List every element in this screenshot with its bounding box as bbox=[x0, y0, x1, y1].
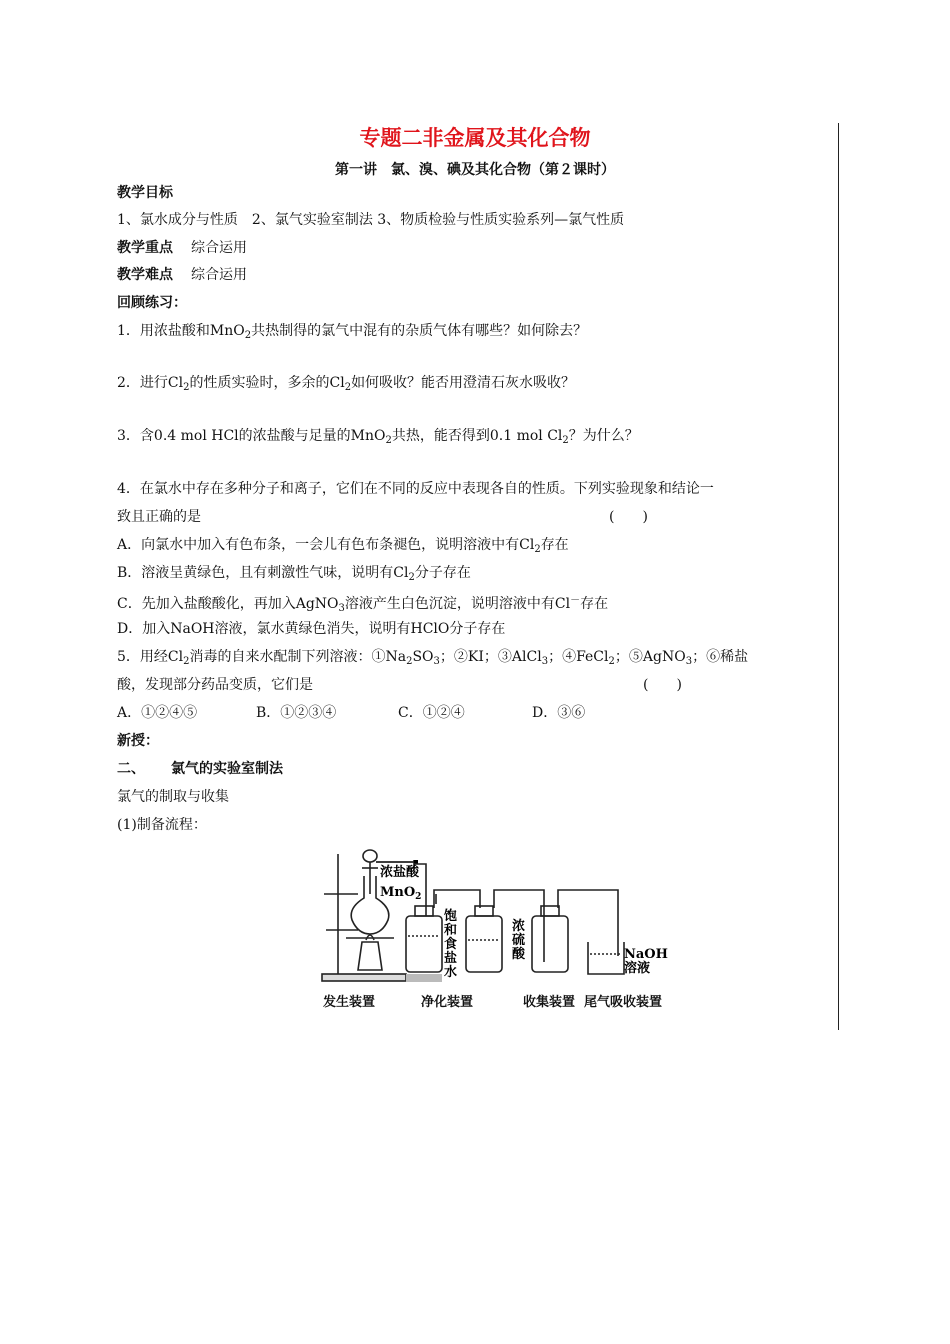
key-point bbox=[117, 238, 247, 258]
label-mno2: MnO$_2$ bbox=[380, 885, 422, 902]
question-4-option-b: B．溶液呈黄绿色，且有刺激性气味，说明有$Cl_2$分子存在 bbox=[117, 565, 471, 583]
difficulty-text: 综合运用 bbox=[191, 267, 247, 283]
chlorine-apparatus-diagram bbox=[318, 846, 678, 1011]
question-4-option-d: D．加入NaOH溶液，氯水黄绿色消失，说明有HClO分子存在 bbox=[117, 621, 506, 637]
goals-text: 1、氯水成分与性质 2、氯气实验室制法 3、物质检验与性质实验系列—氯气性质 bbox=[117, 212, 625, 228]
question-4-option-a: A．向氯水中加入有色布条，一会儿有色布条褪色，说明溶液中有$Cl_2$存在 bbox=[117, 537, 569, 555]
question-1: 1．用浓盐酸和MnO$_2$共热制得的氯气中混有的杂质气体有哪些？如何除去？ bbox=[117, 323, 588, 341]
label-brine-1: 饱 bbox=[444, 909, 458, 924]
difficulty-point bbox=[117, 265, 247, 285]
label-h2so4-3: 酸 bbox=[512, 947, 526, 962]
review-heading: 回顾练习： bbox=[117, 295, 187, 311]
label-h2so4-1: 浓 bbox=[512, 919, 526, 934]
page-title: 专题二非金属及其化合物 bbox=[359, 126, 591, 150]
question-4-line-2: 致且正确的是 bbox=[117, 509, 201, 525]
question-2: 2．进行$Cl_2$的性质实验时，多余的$Cl_2$如何吸收？能否用澄清石灰水吸收？ bbox=[117, 375, 576, 393]
label-brine-5: 水 bbox=[444, 965, 458, 980]
new-heading: 新授： bbox=[117, 733, 159, 749]
question-5-answer-paren: ( ) bbox=[643, 677, 682, 693]
caption-tail-gas: 尾气吸收装置 bbox=[584, 995, 663, 1010]
goals-heading: 教学目标 bbox=[117, 185, 173, 201]
label-brine-3: 食 bbox=[444, 937, 458, 952]
difficulty-label: 教学难点 bbox=[117, 267, 173, 283]
label-brine-2: 和 bbox=[444, 923, 458, 938]
caption-purification: 净化装置 bbox=[421, 995, 474, 1010]
page-subtitle: 第一讲 氯、溴、碘及其化合物（第２课时） bbox=[335, 162, 615, 178]
question-3: 3．含0.4 mol HCl的浓盐酸与足量的MnO$_2$共热，能否得到0.1 mol $Cl_2$？为什么？ bbox=[117, 428, 639, 446]
label-h2so4-2: 硫 bbox=[512, 933, 526, 948]
question-5-line-1: 5．用经$Cl_2$消毒的自来水配制下列溶液：$①Na_2SO_3$；②KI；③AlCl$_3$；④FeCl$_2$；⑤AgNO$_3$；⑥稀盐 bbox=[117, 649, 749, 667]
question-4-answer-paren: ( ) bbox=[609, 509, 648, 525]
key-label: 教学重点 bbox=[117, 240, 173, 256]
question-4-line-1: 4．在氯水中存在多种分子和离子，它们在不同的反应中表现各自的性质。下列实验现象和结论一 bbox=[117, 481, 714, 497]
question-5-option-b: B．①②③④ bbox=[256, 705, 337, 721]
caption-collection: 收集装置 bbox=[523, 995, 576, 1010]
label-naoh-solution: 溶液 bbox=[624, 961, 651, 976]
section-2-heading: 二、 氯气的实验室制法 bbox=[117, 761, 283, 777]
label-brine-4: 盐 bbox=[444, 951, 458, 966]
question-5-line-2: 酸，发现部分药品变质，它们是 bbox=[117, 677, 313, 693]
question-5-option-c: C．①②④ bbox=[398, 705, 465, 721]
prep-title: 氯气的制取与收集 bbox=[117, 789, 229, 805]
key-text: 综合运用 bbox=[191, 240, 247, 256]
caption-generation: 发生装置 bbox=[323, 995, 376, 1010]
question-4-option-c: C．先加入盐酸酸化，再加入AgNO$_3$溶液产生白色沉淀，说明溶液中有Cl－存在 bbox=[117, 595, 609, 614]
question-5-option-a: A．①②④⑤ bbox=[117, 705, 198, 721]
label-conc-hcl: 浓盐酸 bbox=[380, 865, 420, 880]
question-5-option-d: D．③⑥ bbox=[532, 705, 586, 721]
flow-title: (1)制备流程： bbox=[117, 817, 207, 833]
margin-rule bbox=[838, 123, 839, 1030]
label-naoh: NaOH bbox=[624, 947, 668, 962]
